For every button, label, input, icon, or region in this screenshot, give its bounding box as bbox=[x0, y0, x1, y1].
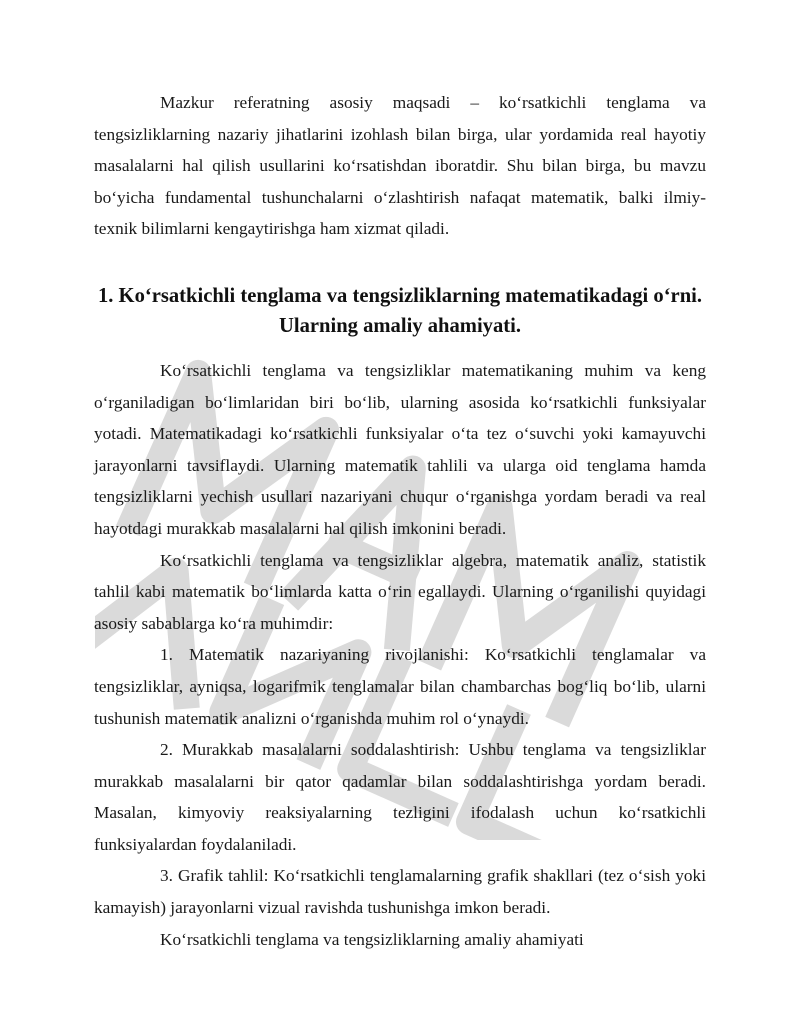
list-item: 3. Grafik tahlil: Ko‘rsatkichli tenglamalarning grafik shakllari (tez o‘sish yoki kamayish) jarayonlarni vizual ravishda tushunishga imkon beradi. bbox=[94, 866, 706, 918]
document-body bbox=[94, 87, 706, 955]
subsection-title: Ko‘rsatkichli tenglama va tengsizliklarning amaliy ahamiyati bbox=[160, 929, 584, 949]
list-item: 2. Murakkab masalalarni soddalashtirish: Ushbu tenglama va tengsizliklar murakkab masalalarni bir qator qadamlar bilan soddalashtirishga yordam beradi. Masalan, kimyoviy reaksiyalarning tezligini ifodalash uchun ko‘rsatkichli funksiyalardan foydalaniladi. bbox=[94, 740, 706, 854]
body-paragraph: Ko‘rsatkichli tenglama va tengsizliklar algebra, matematik analiz, statistik tahlil kabi matematik bo‘limlarda katta o‘rin egallaydi. Ularning o‘rganilishi quyidagi asosiy sabablarga ko‘ra muhimdir: bbox=[94, 550, 706, 633]
intro-paragraph: Mazkur referatning asosiy maqsadi – ko‘rsatkichli tenglama va tengsizliklarning nazariy jihatlarini izohlash bilan birga, ular yordamida real hayotiy masalalarni hal qilish usullarini ko‘rsatishdan iboratdir. Shu bilan birga, bu mavzu bo‘yicha fundamental tushunchalarni o‘zlashtirish nafaqat matematik, balki ilmiy-texnik bilimlarni kengaytirishga ham xizmat qiladi. bbox=[94, 93, 706, 239]
list-item: 1. Matematik nazariyaning rivojlanishi: Ko‘rsatkichli tenglamalar va tengsizliklar, ayniqsa, logarifmik tenglamalar bilan chambarchas bog‘liq bo‘lib, ularni tushunish matematik analizni o‘rganishda muhim rol o‘ynaydi. bbox=[94, 645, 706, 728]
body-paragraph: Ko‘rsatkichli tenglama va tengsizliklar matematikaning muhim va keng o‘rganiladigan bo‘limlaridan biri bo‘lib, ularning asosida ko‘rsatkichli funksiyalar yotadi. Matematikadagi ko‘rsatkichli funksiyalar o‘ta tez o‘suvchi yoki kamayuvchi jarayonlarni tavsiflaydi. Ularning matematik tahlili va ularga oid tenglama hamda tengsizliklarni yechish usullari nazariyani chuqur o‘rganishga yordam beradi va real hayotdagi murakkab masalalarni hal qilish imkonini beradi. bbox=[94, 360, 706, 538]
section-heading: 1. Ko‘rsatkichli tenglama va tengsizliklarning matematikadagi o‘rni. Ularning amaliy ahamiyati. bbox=[97, 284, 703, 337]
